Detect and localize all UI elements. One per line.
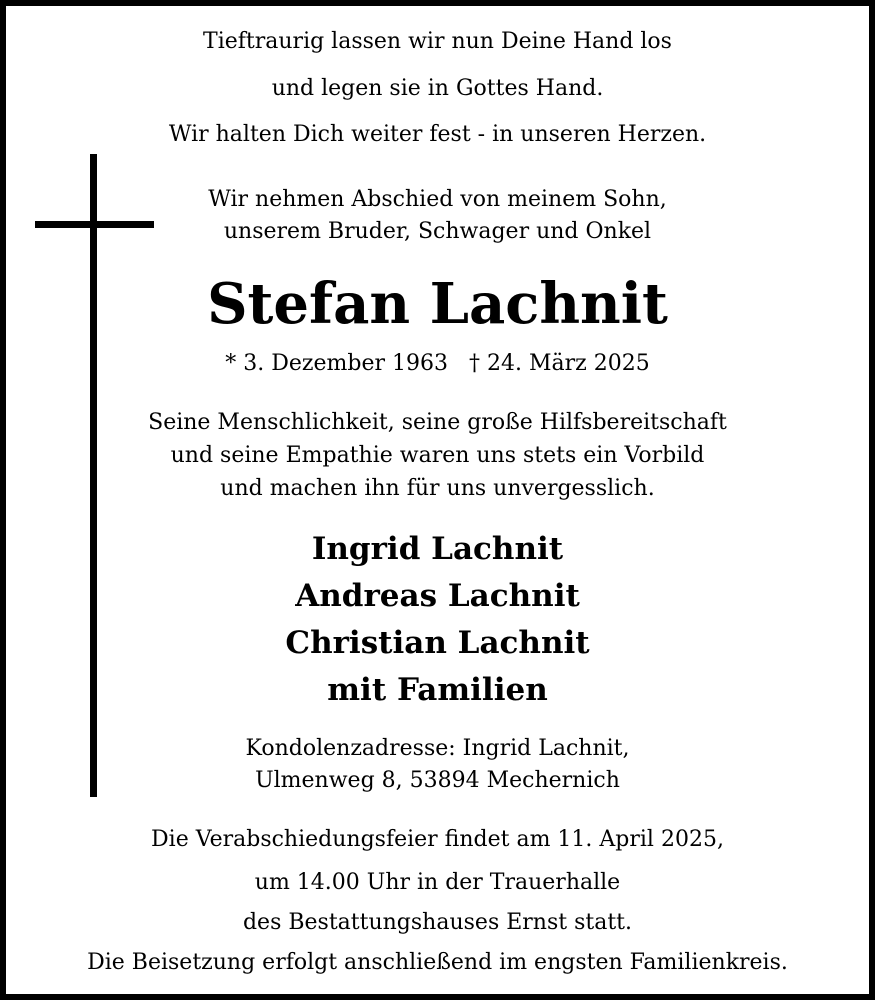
mourner-3: Christian Lachnit: [285, 625, 590, 661]
farewell-line-2: unserem Bruder, Schwager und Onkel: [223, 219, 652, 244]
tribute-line-3: und machen ihn für uns unvergesslich.: [220, 476, 655, 501]
condolence-line-2: Ulmenweg 8, 53894 Mechernich: [255, 768, 620, 793]
mourner-4: mit Familien: [327, 672, 548, 708]
ceremony-line-3: des Bestattungshauses Ernst statt.: [242, 910, 633, 935]
condolence-line-1: Kondolenzadresse: Ingrid Lachnit,: [245, 736, 630, 761]
deceased-name: Stefan Lachnit: [207, 271, 668, 337]
tribute-line-2: und seine Empathie waren uns stets ein Vorbild: [170, 443, 705, 468]
ceremony-line-1: Die Verabschiedungsfeier findet am 11. April 2025,: [151, 827, 724, 852]
life-dates: * 3. Dezember 1963 † 24. März 2025: [225, 351, 650, 376]
farewell-line-1: Wir nehmen Abschied von meinem Sohn,: [208, 187, 667, 212]
ceremony-line-2: um 14.00 Uhr in der Trauerhalle: [254, 870, 621, 895]
verse-line-1: Tieftraurig lassen wir nun Deine Hand los: [203, 29, 672, 54]
mourner-1: Ingrid Lachnit: [311, 531, 564, 567]
tribute-line-1: Seine Menschlichkeit, seine große Hilfsbereitschaft: [148, 410, 727, 435]
verse-line-3: Wir halten Dich weiter fest - in unseren Herzen.: [168, 122, 707, 147]
verse-line-2: und legen sie in Gottes Hand.: [271, 76, 604, 101]
mourner-2: Andreas Lachnit: [295, 578, 580, 614]
ceremony-line-4: Die Beisetzung erfolgt anschließend im engsten Familienkreis.: [87, 950, 788, 975]
